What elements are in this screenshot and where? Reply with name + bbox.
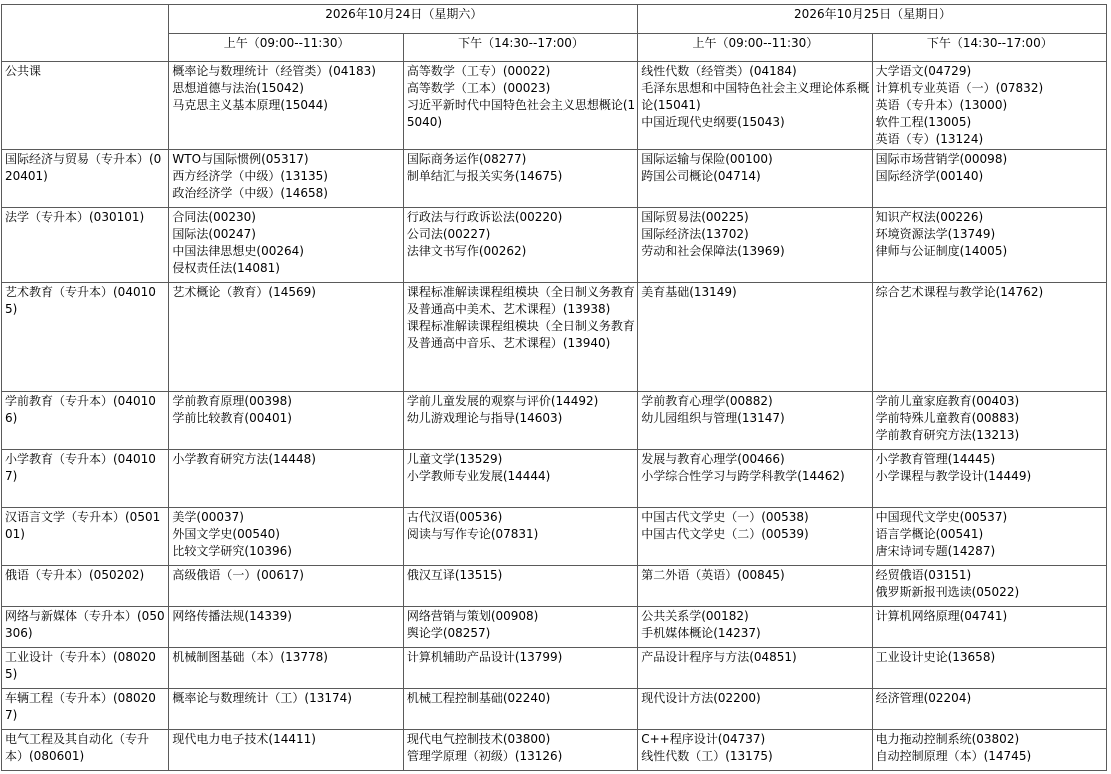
exam-cell-day1-morning	[169, 283, 403, 392]
exam-course-entry: 外国文学史(00540)	[172, 527, 280, 541]
subject-cell: 俄语（专升本）(050202)	[2, 566, 169, 607]
exam-course-entry: 幼儿园组织与管理(13147)	[641, 411, 785, 425]
exam-course-entry: 学前儿童家庭教育(00403)	[875, 394, 1020, 408]
subject-cell: 工业设计（专升本）(080205)	[2, 648, 169, 689]
exam-cell-day1-morning	[169, 648, 403, 689]
exam-course-entry: 国际运输与保险(00100)	[641, 152, 773, 166]
exam-course-entry: 知识产权法(00226)	[875, 210, 984, 224]
exam-cell-day2-morning	[638, 208, 872, 283]
exam-course-entry: 中国现代文学史(00537)	[875, 510, 1008, 524]
exam-course-entry: 管理学原理（初级）(13126)	[406, 749, 563, 763]
exam-course-entry: 工业设计史论(13658)	[875, 650, 996, 664]
table-row	[2, 730, 1107, 771]
table-row	[2, 450, 1107, 508]
table-row	[2, 566, 1107, 607]
exam-course-entry: 合同法(00230)	[172, 210, 256, 224]
table-row	[2, 150, 1107, 208]
exam-course-entry: 课程标准解读课程组模块（全日制义务教育及普通高中美术、艺术课程）(13938)	[406, 285, 635, 316]
exam-course-entry: 俄汉互译(13515)	[406, 568, 503, 582]
exam-course-entry: 英语（专）(13124)	[875, 132, 984, 146]
exam-cell-day2-afternoon	[872, 392, 1106, 450]
table-row	[2, 208, 1107, 283]
exam-course-entry: 思想道德与法治(15042)	[172, 81, 304, 95]
exam-course-entry: 毛泽东思想和中国特色社会主义理论体系概论(15041)	[641, 81, 870, 112]
date-header-day2: 2026年10月25日（星期日）	[638, 5, 1107, 34]
exam-cell-day2-morning	[638, 730, 872, 771]
exam-course-entry: 习近平新时代中国特色社会主义思想概论(15040)	[406, 98, 636, 129]
exam-cell-day2-morning	[638, 689, 872, 730]
exam-course-entry: 经贸俄语(03151)	[875, 568, 972, 582]
exam-course-entry: 国际经济学(00140)	[875, 169, 984, 183]
exam-cell-day2-morning	[638, 566, 872, 607]
exam-course-entry: 国际贸易法(00225)	[641, 210, 749, 224]
exam-course-entry: 中国古代文学史（二）(00539)	[641, 527, 809, 541]
exam-cell-day1-afternoon	[403, 689, 637, 730]
exam-course-entry: 西方经济学（中级）(13135)	[172, 169, 328, 183]
subject-cell: 公共课	[2, 62, 169, 150]
exam-cell-day2-afternoon	[872, 689, 1106, 730]
exam-course-entry: 小学教育管理(14445)	[875, 452, 996, 466]
exam-course-entry: 学前教育心理学(00882)	[641, 394, 773, 408]
exam-cell-day2-afternoon	[872, 208, 1106, 283]
exam-cell-day1-morning	[169, 208, 403, 283]
subject-cell: 网络与新媒体（专升本）(050306)	[2, 607, 169, 648]
exam-course-entry: 现代电力电子技术(14411)	[172, 732, 316, 746]
exam-course-entry: 制单结汇与报关实务(14675)	[406, 169, 563, 183]
exam-course-entry: 国际法(00247)	[172, 227, 256, 241]
slot-header-day1-morning: 上午（09:00--11:30）	[169, 34, 403, 62]
exam-course-entry: 软件工程(13005)	[875, 115, 972, 129]
exam-course-entry: 行政法与行政诉讼法(00220)	[406, 210, 563, 224]
exam-course-entry: 马克思主义基本原理(15044)	[172, 98, 328, 112]
exam-course-entry: C++程序设计(04737)	[641, 732, 766, 746]
exam-cell-day1-afternoon	[403, 450, 637, 508]
exam-course-entry: 学前特殊儿童教育(00883)	[875, 411, 1020, 425]
exam-cell-day2-afternoon	[872, 62, 1106, 150]
exam-cell-day1-morning	[169, 607, 403, 648]
exam-cell-day1-afternoon	[403, 392, 637, 450]
exam-cell-day1-afternoon	[403, 283, 637, 392]
exam-course-entry: 阅读与写作专论(07831)	[406, 527, 539, 541]
date-header-day1: 2026年10月24日（星期六）	[169, 5, 638, 34]
exam-course-entry: 手机媒体概论(14237)	[641, 626, 761, 640]
exam-course-entry: 环境资源法学(13749)	[875, 227, 996, 241]
exam-course-entry: 中国古代文学史（一）(00538)	[641, 510, 809, 524]
exam-course-entry: 高等数学（工专）(00022)	[406, 64, 551, 78]
exam-course-entry: 公司法(00227)	[406, 227, 491, 241]
exam-course-entry: 网络传播法规(14339)	[172, 609, 292, 623]
exam-course-entry: 计算机专业英语（一）(07832)	[875, 81, 1044, 95]
table-row	[2, 648, 1107, 689]
exam-course-entry: 综合艺术课程与教学论(14762)	[875, 285, 1044, 299]
exam-course-entry: 发展与教育心理学(00466)	[641, 452, 785, 466]
slot-header-day2-morning: 上午（09:00--11:30）	[638, 34, 872, 62]
exam-course-entry: 现代设计方法(02200)	[641, 691, 761, 705]
exam-course-entry: 小学课程与教学设计(14449)	[875, 469, 1032, 483]
exam-course-entry: 律师与公证制度(14005)	[875, 244, 1008, 258]
exam-course-entry: 高等数学（工本）(00023)	[406, 81, 551, 95]
exam-cell-day1-afternoon	[403, 62, 637, 150]
exam-cell-day2-afternoon	[872, 450, 1106, 508]
subject-cell: 国际经济与贸易（专升本）(020401)	[2, 150, 169, 208]
exam-course-entry: 概率论与数理统计（工）(13174)	[172, 691, 352, 705]
exam-cell-day2-afternoon	[872, 607, 1106, 648]
exam-course-entry: 小学教育研究方法(14448)	[172, 452, 316, 466]
exam-course-entry: 劳动和社会保障法(13969)	[641, 244, 785, 258]
subject-cell: 电气工程及其自动化（专升本）(080601)	[2, 730, 169, 771]
exam-course-entry: 中国法律思想史(00264)	[172, 244, 304, 258]
exam-course-entry: WTO与国际惯例(05317)	[172, 152, 309, 166]
exam-course-entry: 美育基础(13149)	[641, 285, 737, 299]
exam-cell-day2-morning	[638, 648, 872, 689]
subject-cell: 艺术教育（专升本）(040105)	[2, 283, 169, 392]
exam-course-entry: 大学语文(04729)	[875, 64, 972, 78]
exam-cell-day1-morning	[169, 730, 403, 771]
table-row	[2, 392, 1107, 450]
exam-cell-day2-afternoon	[872, 150, 1106, 208]
exam-course-entry: 学前儿童发展的观察与评价(14492)	[406, 394, 599, 408]
exam-course-entry: 经济管理(02204)	[875, 691, 972, 705]
exam-course-entry: 计算机网络原理(04741)	[875, 609, 1008, 623]
exam-course-entry: 机械工程控制基础(02240)	[406, 691, 551, 705]
exam-course-entry: 概率论与数理统计（经管类）(04183)	[172, 64, 376, 78]
exam-cell-day2-afternoon	[872, 648, 1106, 689]
exam-course-entry: 线性代数（工）(13175)	[641, 749, 773, 763]
exam-course-entry: 高级俄语（一）(00617)	[172, 568, 304, 582]
exam-course-entry: 儿童文学(13529)	[406, 452, 503, 466]
table-row	[2, 607, 1107, 648]
subject-cell: 小学教育（专升本）(040107)	[2, 450, 169, 508]
exam-course-entry: 小学综合性学习与跨学科教学(14462)	[641, 469, 845, 483]
exam-cell-day1-afternoon	[403, 566, 637, 607]
table-row	[2, 283, 1107, 392]
exam-cell-day1-afternoon	[403, 730, 637, 771]
exam-course-entry: 法律文书写作(00262)	[406, 244, 527, 258]
exam-course-entry: 现代电气控制技术(03800)	[406, 732, 551, 746]
exam-course-entry: 课程标准解读课程组模块（全日制义务教育及普通高中音乐、艺术课程）(13940)	[406, 319, 635, 350]
exam-cell-day2-morning	[638, 392, 872, 450]
exam-cell-day2-morning	[638, 283, 872, 392]
exam-cell-day1-morning	[169, 450, 403, 508]
exam-course-entry: 国际经济法(13702)	[641, 227, 749, 241]
exam-cell-day2-morning	[638, 450, 872, 508]
exam-course-entry: 产品设计程序与方法(04851)	[641, 650, 797, 664]
exam-course-entry: 第二外语（英语）(00845)	[641, 568, 785, 582]
exam-course-entry: 机械制图基础（本）(13778)	[172, 650, 328, 664]
exam-course-entry: 幼儿游戏理论与指导(14603)	[406, 411, 563, 425]
exam-cell-day1-afternoon	[403, 150, 637, 208]
exam-cell-day1-morning	[169, 150, 403, 208]
exam-course-entry: 比较文学研究(10396)	[172, 544, 292, 558]
exam-course-entry: 学前比较教育(00401)	[172, 411, 292, 425]
exam-cell-day2-morning	[638, 607, 872, 648]
subject-cell: 汉语言文学（专升本）(050101)	[2, 508, 169, 566]
exam-course-entry: 小学教师专业发展(14444)	[406, 469, 551, 483]
exam-course-entry: 国际市场营销学(00098)	[875, 152, 1008, 166]
subject-cell: 法学（专升本）(030101)	[2, 208, 169, 283]
exam-course-entry: 电力拖动控制系统(03802)	[875, 732, 1020, 746]
exam-cell-day1-afternoon	[403, 607, 637, 648]
exam-course-entry: 舆论学(08257)	[406, 626, 491, 640]
subject-cell: 学前教育（专升本）(040106)	[2, 392, 169, 450]
exam-course-entry: 公共关系学(00182)	[641, 609, 749, 623]
exam-cell-day1-morning	[169, 689, 403, 730]
exam-course-entry: 学前教育研究方法(13213)	[875, 428, 1020, 442]
exam-course-entry: 艺术概论（教育）(14569)	[172, 285, 316, 299]
exam-course-entry: 语言学概论(00541)	[875, 527, 984, 541]
exam-cell-day1-afternoon	[403, 508, 637, 566]
exam-course-entry: 唐宋诗词专题(14287)	[875, 544, 996, 558]
table-row	[2, 62, 1107, 150]
exam-course-entry: 学前教育原理(00398)	[172, 394, 292, 408]
exam-cell-day2-morning	[638, 150, 872, 208]
exam-cell-day2-morning	[638, 508, 872, 566]
exam-cell-day2-afternoon	[872, 566, 1106, 607]
header-corner-cell	[2, 5, 169, 62]
exam-cell-day1-morning	[169, 62, 403, 150]
exam-course-entry: 中国近现代史纲要(15043)	[641, 115, 785, 129]
exam-cell-day1-morning	[169, 508, 403, 566]
exam-cell-day1-morning	[169, 566, 403, 607]
exam-course-entry: 自动控制原理（本）(14745)	[875, 749, 1032, 763]
exam-course-entry: 俄罗斯新报刊选读(05022)	[875, 585, 1020, 599]
date-header-row	[2, 5, 1107, 34]
exam-course-entry: 网络营销与策划(00908)	[406, 609, 539, 623]
table-row	[2, 689, 1107, 730]
exam-cell-day2-morning	[638, 62, 872, 150]
exam-course-entry: 英语（专升本）(13000)	[875, 98, 1008, 112]
exam-cell-day1-morning	[169, 392, 403, 450]
exam-course-entry: 美学(00037)	[172, 510, 244, 524]
exam-cell-day1-afternoon	[403, 648, 637, 689]
slot-header-day2-afternoon: 下午（14:30--17:00）	[872, 34, 1106, 62]
exam-cell-day1-afternoon	[403, 208, 637, 283]
exam-cell-day2-afternoon	[872, 508, 1106, 566]
table-row	[2, 508, 1107, 566]
exam-course-entry: 跨国公司概论(04714)	[641, 169, 761, 183]
slot-header-day1-afternoon: 下午（14:30--17:00）	[403, 34, 637, 62]
exam-course-entry: 政治经济学（中级）(14658)	[172, 186, 328, 200]
subject-cell: 车辆工程（专升本）(080207)	[2, 689, 169, 730]
exam-cell-day2-afternoon	[872, 283, 1106, 392]
exam-course-entry: 侵权责任法(14081)	[172, 261, 280, 275]
exam-schedule-table	[1, 4, 1107, 771]
exam-cell-day2-afternoon	[872, 730, 1106, 771]
exam-course-entry: 古代汉语(00536)	[406, 510, 503, 524]
exam-course-entry: 计算机辅助产品设计(13799)	[406, 650, 563, 664]
exam-course-entry: 国际商务运作(08277)	[406, 152, 527, 166]
exam-course-entry: 线性代数（经管类）(04184)	[641, 64, 797, 78]
